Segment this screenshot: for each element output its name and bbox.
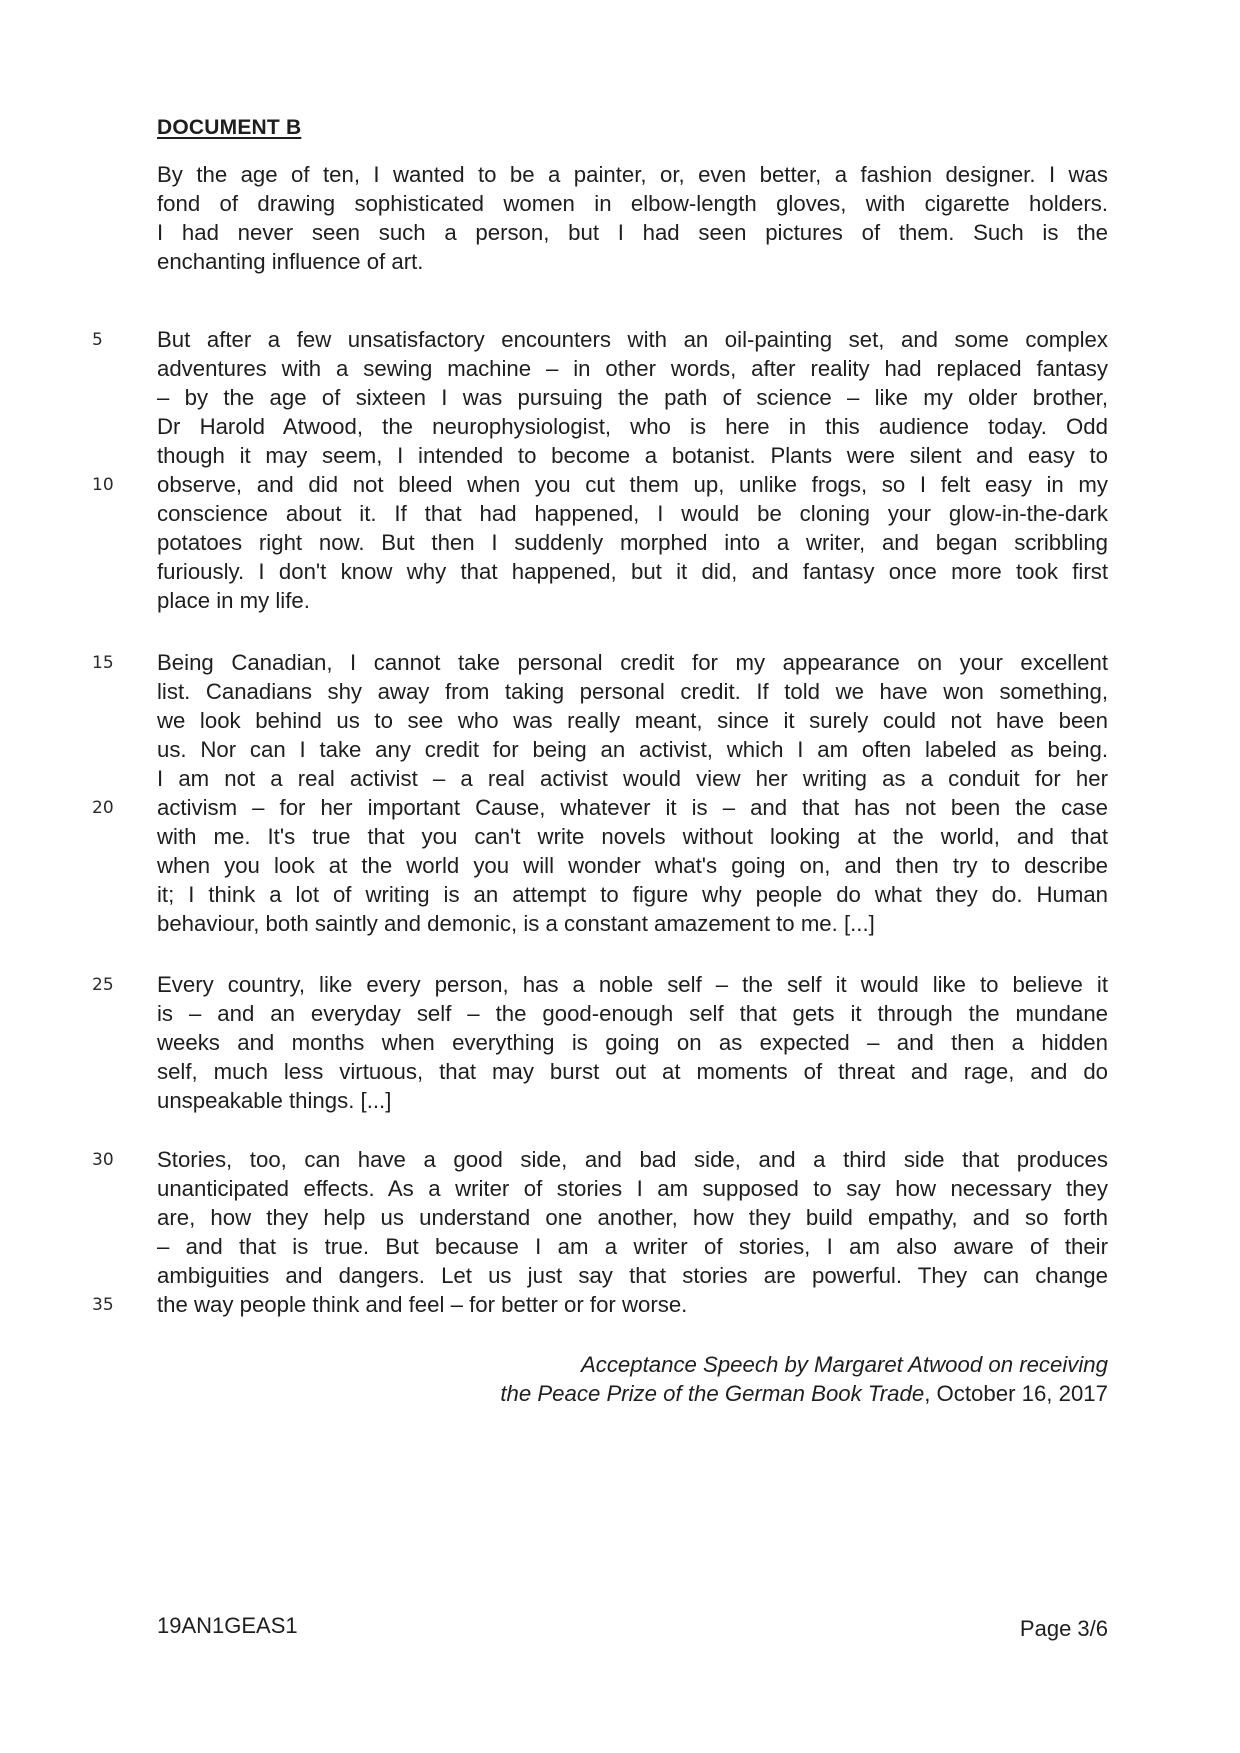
text-line: Every country, like every person, has a noble self – the self it would like to believe it	[157, 972, 1108, 997]
text-line: we look behind us to see who was really meant, since it surely could not have been	[157, 708, 1108, 733]
line-number: 35	[92, 1295, 114, 1315]
text-line: observe, and did not bleed when you cut them up, unlike frogs, so I felt easy in my	[157, 472, 1108, 497]
text-line: though it may seem, I intended to become a botanist. Plants were silent and easy to	[157, 443, 1108, 468]
text-line: enchanting influence of art.	[157, 249, 424, 274]
text-line: Dr Harold Atwood, the neurophysiologist, who is here in this audience today. Odd	[157, 414, 1108, 439]
text-line: Being Canadian, I cannot take personal credit for my appearance on your excellent	[157, 650, 1108, 675]
text-line: it; I think a lot of writing is an attempt to figure why people do what they do. Human	[157, 882, 1108, 907]
text-line: us. Nor can I take any credit for being an activist, which I am often labeled as being.	[157, 737, 1108, 762]
text-line: unspeakable things. [...]	[157, 1088, 392, 1113]
text-line: But after a few unsatisfactory encounters with an oil-painting set, and some complex	[157, 327, 1108, 352]
text-line: unanticipated effects. As a writer of stories I am supposed to say how necessary they	[157, 1176, 1108, 1201]
text-line: when you look at the world you will wonder what's going on, and then try to describe	[157, 853, 1108, 878]
line-number: 15	[92, 653, 114, 673]
attribution-line-2	[500, 1379, 1108, 1408]
text-line: place in my life.	[157, 588, 310, 613]
paragraph-2	[157, 325, 1108, 615]
text-line: – by the age of sixteen I was pursuing the path of science – like my older brother,	[157, 385, 1108, 410]
line-number: 10	[92, 475, 114, 495]
text-line: I am not a real activist – a real activist would view her writing as a conduit for her	[157, 766, 1108, 791]
text-line: fond of drawing sophisticated women in elbow-length gloves, with cigarette holders.	[157, 191, 1108, 216]
text-line: activism – for her important Cause, whatever it is – and that has not been the case	[157, 795, 1108, 820]
attribution-date: , October 16, 2017	[924, 1381, 1108, 1406]
paragraph-1	[157, 160, 1108, 276]
document-heading: DOCUMENT B	[157, 116, 302, 139]
text-line: furiously. I don't know why that happened, but it did, and fantasy once more took first	[157, 559, 1108, 584]
text-line: potatoes right now. But then I suddenly morphed into a writer, and began scribbling	[157, 530, 1108, 555]
page-number: Page 3/6	[1019, 1616, 1108, 1641]
text-line: – and that is true. But because I am a writer of stories, I am also aware of their	[157, 1234, 1108, 1259]
paragraph-4	[157, 970, 1108, 1115]
attribution-line-1	[581, 1350, 1108, 1379]
text-line: behaviour, both saintly and demonic, is a constant amazement to me. [...]	[157, 911, 875, 936]
text-line: the way people think and feel – for better or for worse.	[157, 1292, 688, 1317]
text-line: list. Canadians shy away from taking personal credit. If told we have won something,	[157, 679, 1108, 704]
text-line: self, much less virtuous, that may burst out at moments of threat and rage, and do	[157, 1059, 1108, 1084]
attribution-text: Acceptance Speech by Margaret Atwood on receiving	[580, 1352, 1108, 1377]
text-line: are, how they help us understand one another, how they build empathy, and so forth	[157, 1205, 1108, 1230]
paragraph-3	[157, 648, 1108, 938]
document-code: 19AN1GEAS1	[157, 1613, 298, 1638]
line-number: 5	[92, 330, 103, 350]
text-line: ambiguities and dangers. Let us just say that stories are powerful. They can change	[157, 1263, 1108, 1288]
text-line: conscience about it. If that had happened, I would be cloning your glow-in-the-dark	[157, 501, 1108, 526]
paragraph-5	[157, 1145, 1108, 1319]
text-line: By the age of ten, I wanted to be a painter, or, even better, a fashion designer. I was	[157, 162, 1108, 187]
line-number: 30	[92, 1150, 114, 1170]
line-number: 20	[92, 798, 114, 818]
text-line: Stories, too, can have a good side, and bad side, and a third side that produces	[157, 1147, 1108, 1172]
attribution-source: the Peace Prize of the German Book Trade	[500, 1381, 925, 1406]
text-line: is – and an everyday self – the good-enough self that gets it through the mundane	[157, 1001, 1108, 1026]
text-line: I had never seen such a person, but I had seen pictures of them. Such is the	[157, 220, 1108, 245]
text-line: adventures with a sewing machine – in other words, after reality had replaced fantasy	[157, 356, 1108, 381]
text-line: with me. It's true that you can't write novels without looking at the world, and that	[157, 824, 1108, 849]
text-line: weeks and months when everything is going on as expected – and then a hidden	[157, 1030, 1108, 1055]
line-number: 25	[92, 975, 114, 995]
